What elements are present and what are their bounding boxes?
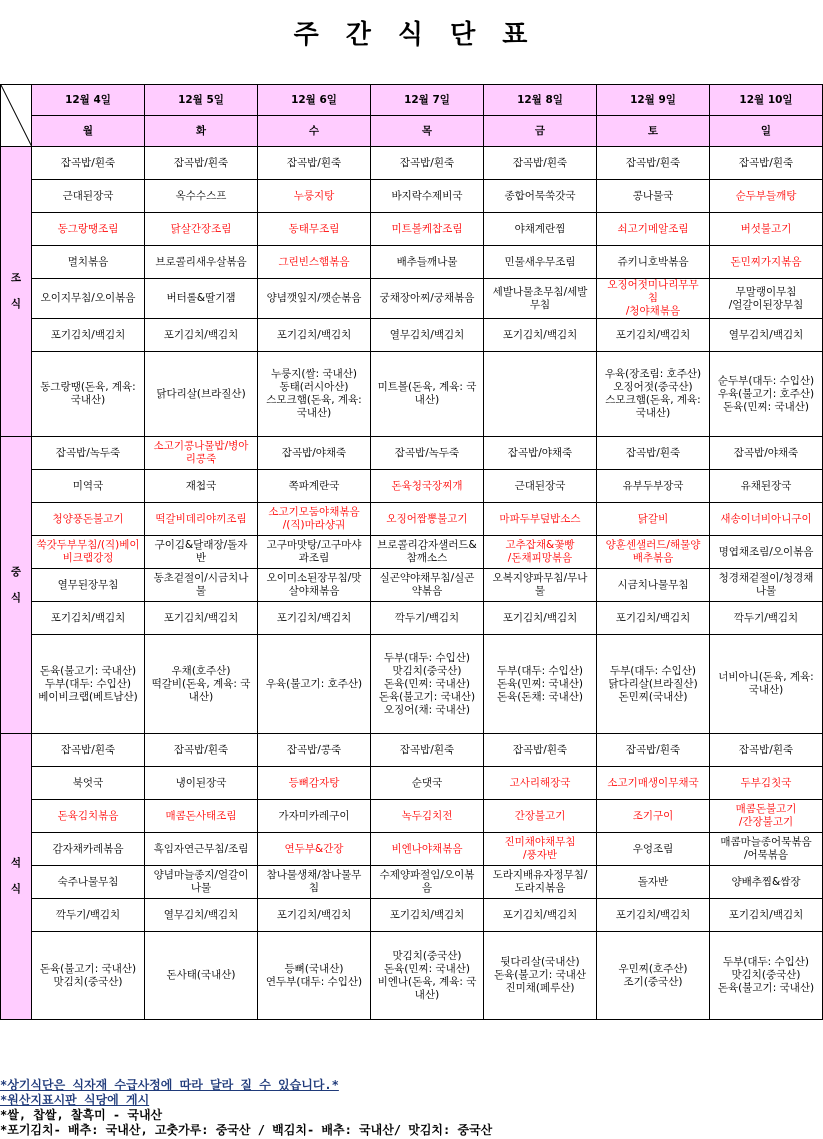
menu-cell: 닭다리살(브라질산): [145, 352, 258, 437]
menu-cell: 돈사태(국내산): [145, 932, 258, 1020]
menu-cell: 포기김치/백김치: [258, 899, 371, 932]
menu-cell: 순두부(대두: 수입산) 우육(불고기: 호주산) 돈육(민찌: 국내산): [710, 352, 823, 437]
diagonal-line-icon: [1, 85, 32, 147]
footer-note-3: *쌀, 찹쌀, 찰흑미 - 국내산: [0, 1108, 163, 1122]
menu-cell: 구이김&달래장/돌자 반: [145, 536, 258, 569]
menu-cell: 포기김치/백김치: [484, 602, 597, 635]
menu-cell: 포기김치/백김치: [32, 319, 145, 352]
footer-note-1: *상기식단은 식자재 수급사정에 따라 달라 질 수 있습니다.*: [0, 1078, 339, 1092]
menu-cell: 열무김치/백김치: [371, 319, 484, 352]
menu-cell: 버터롤&딸기잼: [145, 279, 258, 319]
menu-cell: 쥬키니호박볶음: [597, 246, 710, 279]
menu-cell: 잡곡밥/흰죽: [484, 734, 597, 767]
date-header: 12월 7일: [371, 85, 484, 116]
menu-cell: 닭갈비: [597, 503, 710, 536]
menu-cell: 연두부&간장: [258, 833, 371, 866]
menu-cell: 유부두부장국: [597, 470, 710, 503]
menu-cell: 오징어짬뽕불고기: [371, 503, 484, 536]
menu-cell: 깍두기/백김치: [710, 602, 823, 635]
menu-cell: 브로콜리새우살볶음: [145, 246, 258, 279]
menu-cell: 진미채야채무침 /풍자반: [484, 833, 597, 866]
menu-row: [1, 180, 823, 213]
menu-row: [1, 602, 823, 635]
menu-cell: 우민찌(호주산) 조기(중국산): [597, 932, 710, 1020]
page-title: 주 간 식 단 표: [293, 20, 530, 50]
menu-cell: 흑임자연근무침/조림: [145, 833, 258, 866]
day-header: 수: [258, 116, 371, 147]
menu-row: [1, 437, 823, 470]
menu-cell: 잡곡밥/흰죽: [258, 147, 371, 180]
menu-cell: 두부(대두: 수입산) 맛김치(중국산) 돈육(민찌: 국내산) 돈육(불고기: 국내산) 오징어(채: 국내산): [371, 635, 484, 734]
menu-cell: 두부김칫국: [710, 767, 823, 800]
menu-cell: 오복지양파무침/무나 물: [484, 569, 597, 602]
date-header: 12월 4일: [32, 85, 145, 116]
corner-cell: [1, 85, 32, 147]
menu-cell: 새송이너비아니구이: [710, 503, 823, 536]
menu-cell: 포기김치/백김치: [32, 602, 145, 635]
menu-cell: 양념마늘종지/얼갈이 나물: [145, 866, 258, 899]
menu-cell: 근대된장국: [484, 470, 597, 503]
menu-cell: 열무된장무침: [32, 569, 145, 602]
menu-cell: 소고기매생이무채국: [597, 767, 710, 800]
menu-cell: 동그랑땡(돈육, 계육: 국내산): [32, 352, 145, 437]
menu-cell: 닭살간장조림: [145, 213, 258, 246]
menu-cell: 바지락수제비국: [371, 180, 484, 213]
menu-cell: 잡곡밥/흰죽: [371, 147, 484, 180]
menu-cell: 배추들깨나물: [371, 246, 484, 279]
menu-cell: 잡곡밥/녹두죽: [32, 437, 145, 470]
meal-label: 석 식: [1, 734, 32, 1020]
menu-cell: 포기김치/백김치: [710, 899, 823, 932]
menu-cell: 열무김치/백김치: [710, 319, 823, 352]
weekly-menu-table: [0, 84, 823, 1020]
menu-cell: 동초겉절이/시금치나 물: [145, 569, 258, 602]
menu-cell: 포기김치/백김치: [597, 319, 710, 352]
menu-cell: 잡곡밥/흰죽: [597, 437, 710, 470]
menu-cell: 돈육청국장찌개: [371, 470, 484, 503]
menu-cell: 미트볼케찹조림: [371, 213, 484, 246]
menu-row: [1, 833, 823, 866]
menu-cell: 궁채장아찌/궁채볶음: [371, 279, 484, 319]
menu-cell: 청경채겉절이/청경채 나물: [710, 569, 823, 602]
menu-cell: 포기김치/백김치: [145, 319, 258, 352]
menu-cell: 누룽지(쌀: 국내산) 동태(러시아산) 스모크햄(돈육, 계육: 국내산): [258, 352, 371, 437]
menu-cell: 콩나물국: [597, 180, 710, 213]
menu-cell: 감자채카레볶음: [32, 833, 145, 866]
menu-cell: 그린빈스햄볶음: [258, 246, 371, 279]
date-header: 12월 5일: [145, 85, 258, 116]
menu-cell: 우육(장조림: 호주산) 오징어젓(중국산) 스모크햄(돈육, 계육: 국내산): [597, 352, 710, 437]
menu-row: [1, 213, 823, 246]
menu-cell: 민물새우무조림: [484, 246, 597, 279]
menu-cell: 소고기콩나물밥/병아 리콩죽: [145, 437, 258, 470]
menu-cell: 양념깻잎지/깻순볶음: [258, 279, 371, 319]
menu-cell: 간장불고기: [484, 800, 597, 833]
meal-label: 조 식: [1, 147, 32, 437]
menu-cell: 양배추찜&쌈장: [710, 866, 823, 899]
menu-cell: 너비아니(돈육, 계육: 국내산): [710, 635, 823, 734]
menu-cell: 시금치나물무침: [597, 569, 710, 602]
menu-cell: 잡곡밥/흰죽: [710, 147, 823, 180]
menu-cell: 떡갈비데리야끼조림: [145, 503, 258, 536]
menu-cell: 가자미카레구이: [258, 800, 371, 833]
menu-cell: 재첩국: [145, 470, 258, 503]
menu-cell: 소고기모둠야채볶음 /(직)마라샹궈: [258, 503, 371, 536]
menu-cell: 오이미소된장무침/맛 살야채볶음: [258, 569, 371, 602]
menu-cell: 잡곡밥/흰죽: [32, 734, 145, 767]
menu-cell: 참나물생채/참나물무 침: [258, 866, 371, 899]
menu-cell: 조기구이: [597, 800, 710, 833]
meal-label: 중 식: [1, 437, 32, 734]
menu-cell: 돈육(불고기: 국내산) 두부(대두: 수입산) 베이비크랩(베트남산): [32, 635, 145, 734]
menu-cell: 잡곡밥/흰죽: [710, 734, 823, 767]
menu-row: [1, 734, 823, 767]
menu-cell: 냉이된장국: [145, 767, 258, 800]
menu-row: [1, 932, 823, 1020]
menu-cell: 비엔나야채볶음: [371, 833, 484, 866]
menu-cell: 멸치볶음: [32, 246, 145, 279]
menu-cell: 잡곡밥/녹두죽: [371, 437, 484, 470]
day-header: 월: [32, 116, 145, 147]
menu-row: [1, 800, 823, 833]
menu-cell: 등뼈(국내산) 연두부(대두: 수입산): [258, 932, 371, 1020]
menu-cell: 순댓국: [371, 767, 484, 800]
menu-cell: 뒷다리살(국내산) 돈육(불고기: 국내산 진미채(페루산): [484, 932, 597, 1020]
date-header: 12월 9일: [597, 85, 710, 116]
menu-cell: 우엉조림: [597, 833, 710, 866]
date-header: 12월 10일: [710, 85, 823, 116]
menu-cell: 종합어묵쑥갓국: [484, 180, 597, 213]
menu-cell: 우채(호주산) 떡갈비(돈육, 계육: 국 내산): [145, 635, 258, 734]
menu-cell: 유채된장국: [710, 470, 823, 503]
menu-row: [1, 899, 823, 932]
menu-cell: 두부(대두: 수입산) 닭다리살(브라질산) 돈민찌(국내산): [597, 635, 710, 734]
menu-cell: 돈민찌가지볶음: [710, 246, 823, 279]
menu-row: [1, 470, 823, 503]
menu-cell: 돈육김치볶음: [32, 800, 145, 833]
menu-cell: 야채계란찜: [484, 213, 597, 246]
menu-cell: 포기김치/백김치: [371, 899, 484, 932]
menu-cell: 깍두기/백김치: [371, 602, 484, 635]
menu-row: [1, 246, 823, 279]
menu-cell: 미역국: [32, 470, 145, 503]
menu-cell: 쇠고기메알조림: [597, 213, 710, 246]
menu-cell: 수제양파절임/오이볶 음: [371, 866, 484, 899]
menu-cell: 우육(불고기: 호주산): [258, 635, 371, 734]
menu-row: [1, 635, 823, 734]
menu-row: [1, 279, 823, 319]
menu-cell: 무말랭이무침 /얼갈이된장무침: [710, 279, 823, 319]
menu-cell: 열무김치/백김치: [145, 899, 258, 932]
menu-cell: 숙주나물무침: [32, 866, 145, 899]
menu-cell: 두부(대두: 수입산) 돈육(민찌: 국내산) 돈육(돈채: 국내산): [484, 635, 597, 734]
menu-row: [1, 352, 823, 437]
menu-cell: 고구마맛탕/고구마샤 과조림: [258, 536, 371, 569]
menu-cell: 미트볼(돈육, 계육: 국 내산): [371, 352, 484, 437]
menu-cell: 포기김치/백김치: [597, 899, 710, 932]
menu-cell: 포기김치/백김치: [484, 899, 597, 932]
menu-cell: 포기김치/백김치: [597, 602, 710, 635]
menu-cell: 매콤돈사태조림: [145, 800, 258, 833]
menu-cell: [484, 352, 597, 437]
menu-row: [1, 866, 823, 899]
menu-row: [1, 503, 823, 536]
menu-cell: 매콤마늘종어묵볶음 /어묵볶음: [710, 833, 823, 866]
menu-row: [1, 569, 823, 602]
menu-cell: 동태무조림: [258, 213, 371, 246]
menu-cell: 고추잡채&꽃빵 /돈채피망볶음: [484, 536, 597, 569]
menu-cell: 누룽지탕: [258, 180, 371, 213]
menu-cell: 고사리해장국: [484, 767, 597, 800]
menu-cell: 잡곡밥/흰죽: [484, 147, 597, 180]
day-header: 토: [597, 116, 710, 147]
menu-cell: 매콤돈불고기 /간장불고기: [710, 800, 823, 833]
menu-cell: 녹두김치전: [371, 800, 484, 833]
menu-row: [1, 767, 823, 800]
menu-cell: 세발나물초무침/세발 무침: [484, 279, 597, 319]
menu-cell: 청양풍돈불고기: [32, 503, 145, 536]
date-header: 12월 8일: [484, 85, 597, 116]
day-header: 화: [145, 116, 258, 147]
menu-cell: 순두부들깨탕: [710, 180, 823, 213]
menu-cell: 포기김치/백김치: [258, 319, 371, 352]
menu-cell: 도라지배유자정무침/ 도라지볶음: [484, 866, 597, 899]
menu-cell: 등뼈감자탕: [258, 767, 371, 800]
day-header: 목: [371, 116, 484, 147]
menu-cell: 쑥갓두부무침/(직)베이 비크랩강정: [32, 536, 145, 569]
menu-cell: 버섯불고기: [710, 213, 823, 246]
menu-cell: 잡곡밥/흰죽: [597, 734, 710, 767]
menu-cell: 잡곡밥/흰죽: [145, 147, 258, 180]
menu-cell: 맛김치(중국산) 돈육(민찌: 국내산) 비엔나(돈육, 계육: 국 내산): [371, 932, 484, 1020]
menu-cell: 잡곡밥/흰죽: [32, 147, 145, 180]
menu-row: [1, 319, 823, 352]
menu-cell: 명엽채조림/오이볶음: [710, 536, 823, 569]
menu-cell: 포기김치/백김치: [484, 319, 597, 352]
menu-cell: 깍두기/백김치: [32, 899, 145, 932]
menu-cell: 잡곡밥/야채죽: [710, 437, 823, 470]
menu-row: [1, 147, 823, 180]
date-header-row: [1, 85, 823, 116]
menu-cell: 잡곡밥/야채죽: [484, 437, 597, 470]
menu-cell: 동그랑땡조림: [32, 213, 145, 246]
menu-cell: 브로콜리감자샐러드& 참깨소스: [371, 536, 484, 569]
menu-cell: 잡곡밥/야채죽: [258, 437, 371, 470]
menu-cell: 잡곡밥/흰죽: [597, 147, 710, 180]
menu-cell: 포기김치/백김치: [258, 602, 371, 635]
menu-cell: 근대된장국: [32, 180, 145, 213]
menu-cell: 마파두부덮밥소스: [484, 503, 597, 536]
menu-cell: 오징어젓미나리무무 침 /청야채볶음: [597, 279, 710, 319]
menu-cell: 잡곡밥/흰죽: [145, 734, 258, 767]
day-header: 금: [484, 116, 597, 147]
day-header: 일: [710, 116, 823, 147]
menu-cell: 잡곡밥/흰죽: [371, 734, 484, 767]
footer-note-2: *원산지표시판 식당에 게시: [0, 1093, 150, 1107]
menu-cell: 잡곡밥/콩죽: [258, 734, 371, 767]
menu-cell: 실곤약야채무침/실곤 약볶음: [371, 569, 484, 602]
menu-cell: 포기김치/백김치: [145, 602, 258, 635]
footer-note-4: *포기김치- 배추: 국내산, 고춧가루: 중국산 / 백김치- 배추: 국내산/ 맛김치: 중국산: [0, 1123, 493, 1137]
menu-cell: 옥수수스프: [145, 180, 258, 213]
menu-cell: 양훈센샐러드/해물양 배추볶음: [597, 536, 710, 569]
menu-cell: 돈육(불고기: 국내산) 맛김치(중국산): [32, 932, 145, 1020]
day-header-row: [1, 116, 823, 147]
menu-cell: 돌자반: [597, 866, 710, 899]
menu-cell: 두부(대두: 수입산) 맛김치(중국산) 돈육(불고기: 국내산): [710, 932, 823, 1020]
menu-cell: 북엇국: [32, 767, 145, 800]
date-header: 12월 6일: [258, 85, 371, 116]
menu-cell: 쪽파계란국: [258, 470, 371, 503]
menu-row: [1, 536, 823, 569]
menu-cell: 오이지무침/오이볶음: [32, 279, 145, 319]
